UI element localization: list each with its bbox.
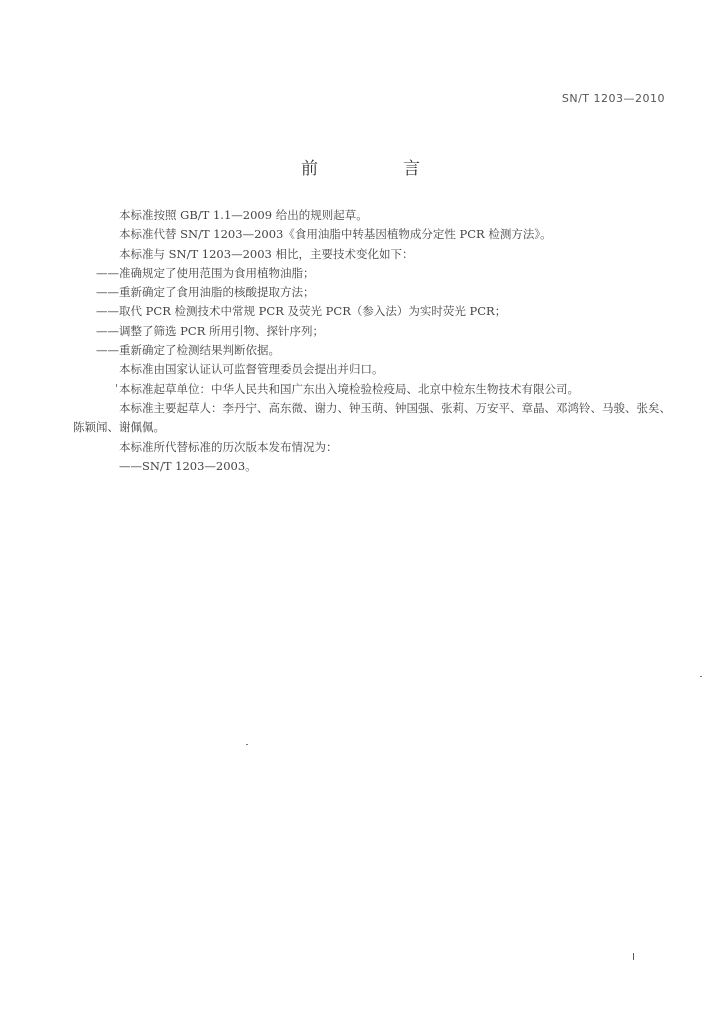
scan-speck [700,676,702,677]
page-title: 前 言 [301,159,454,179]
list-item-change: ——调整了筛选 PCR 所用引物、探针序列； [96,323,325,338]
paragraph-replaces: 本标准代替 SN/T 1203—2003《食用油脂中转基因植物成分定性 PCR 检测方法》。 [119,227,552,242]
scan-speck [246,744,248,745]
paragraph-drafting-units: 本标准起草单位：中华人民共和国广东出入境检验检疫局、北京中检东生物技术有限公司。 [119,381,579,396]
paragraph-version-history: 本标准所代替标准的历次版本发布情况为： [119,439,338,454]
foreword-body [73,206,676,476]
list-item-change: ——取代 PCR 检测技术中常规 PCR 及荧光 PCR（参入法）为实时荧光 PCR； [96,304,507,319]
page-number: I [632,952,635,963]
list-item-change: ——重新确定了检测结果判断依据。 [96,343,280,358]
list-item-change: ——重新确定了食用油脂的核酸提取方法； [96,285,315,300]
paragraph-proposer: 本标准由国家认证认可监督管理委员会提出并归口。 [119,362,384,377]
list-item-change: ——准确规定了使用范围为食用植物油脂； [96,265,315,280]
paragraph-drafters: 本标准主要起草人：李丹宁、高东微、谢力、钟玉萌、钟国强、张莉、万安平、章晶、邓鸿铃、马骏、张矣、陈颖闻、谢佩佩。 [73,400,671,435]
scan-speck [116,384,117,387]
paragraph-changes-intro: 本标准与 SN/T 1203—2003 相比，主要技术变化如下： [119,246,414,261]
standard-code: SN/T 1203—2010 [561,92,665,105]
list-item-previous-version: ——SN/T 1203—2003。 [119,458,257,473]
paragraph-drafting-rules: 本标准按照 GB/T 1.1—2009 给出的规则起草。 [119,208,368,222]
